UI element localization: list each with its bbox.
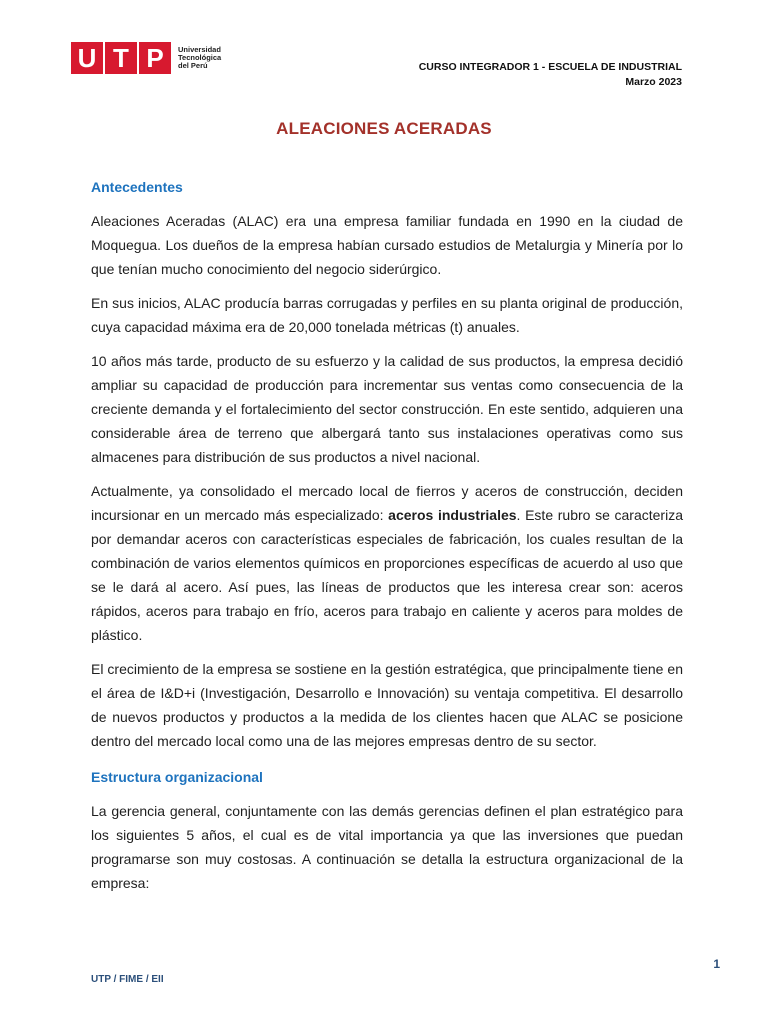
paragraph-antecedentes-1: Aleaciones Aceradas (ALAC) era una empresa familiar fundada en 1990 en la ciudad de Moquegua. Los dueños de la empresa habían cursado estudios de Metalurgia y Minería por lo que tenían mucho conocimiento del negocio siderúrgico.: [91, 213, 683, 277]
document-body: [91, 179, 683, 905]
logo-university-name: [178, 46, 221, 70]
paragraph-4-text-after: . Este rubro se caracteriza por demandar aceros con características especiales de fabricación, los cuales resultan de la combinación de varios elementos químicos en proporciones específicas de acuerdo al uso que se le dará al acero. Así pues, las líneas de productos que les interesa crear son: aceros rápidos, aceros para trabajo en frío, aceros para trabajo en caliente y aceros para moldes de plástico.: [91, 507, 683, 643]
paragraph-antecedentes-3: 10 años más tarde, producto de su esfuerzo y la calidad de sus productos, la empresa decidió ampliar su capacidad de producción para incrementar sus ventas como consecuencia de la creciente demanda y el fortalecimiento del sector construcción. En este sentido, adquieren una considerable área de terreno que albergará tanto sus instalaciones operativas como sus almacenes para distribución de sus productos a nivel nacional.: [91, 353, 683, 465]
course-name: CURSO INTEGRADOR 1 - ESCUELA DE INDUSTRIAL: [418, 61, 682, 73]
paragraph-estructura-1: La gerencia general, conjuntamente con las demás gerencias definen el plan estratégico para los siguientes 5 años, el cual es de vital importancia ya que las inversiones que puedan programarse son muy costosas. A continuación se detalla la estructura organizacional de la empresa:: [91, 803, 683, 891]
document-header: [419, 60, 682, 90]
paragraph-4-text-before: Actualmente, ya consolidado el mercado local de fierros y aceros de construcción, deciden incursionar en un mercado más especializado:: [91, 483, 683, 523]
paragraph-antecedentes-2: En sus inicios, ALAC producía barras corrugadas y perfiles en su planta original de producción, cuya capacidad máxima era de 20,000 tonelada métricas (t) anuales.: [91, 295, 683, 335]
section-heading-antecedentes: Antecedentes: [91, 179, 183, 195]
logo-line-2: Tecnológica: [178, 53, 222, 62]
document-date: Marzo 2023: [625, 76, 682, 88]
logo-line-3: del Perú: [178, 61, 208, 70]
logo-letter-u: U: [71, 42, 103, 74]
logo-letter-t: T: [105, 42, 137, 74]
document-title: ALEACIONES ACERADAS: [276, 119, 492, 138]
logo-letter-p: P: [139, 42, 171, 74]
paragraph-antecedentes-5: El crecimiento de la empresa se sostiene en la gestión estratégica, que principalmente tiene en el área de I&D+i (Investigación, Desarrollo e Innovación) su ventaja competitiva. El desarrollo de nuevos productos y productos a la medida de los clientes hacen que ALAC se posicione dentro del mercado local como una de las mejores empresas dentro de su sector.: [91, 661, 683, 749]
section-heading-estructura: Estructura organizacional: [91, 769, 263, 785]
utp-logo-mark: [71, 42, 173, 74]
paragraph-antecedentes-4: [91, 479, 683, 647]
paragraph-4-bold-term: aceros industriales: [388, 507, 517, 523]
logo-line-1: Universidad: [178, 45, 221, 54]
page-number: 1: [713, 957, 720, 971]
utp-logo: [71, 42, 221, 74]
footer-label: UTP / FIME / EII: [91, 974, 164, 985]
